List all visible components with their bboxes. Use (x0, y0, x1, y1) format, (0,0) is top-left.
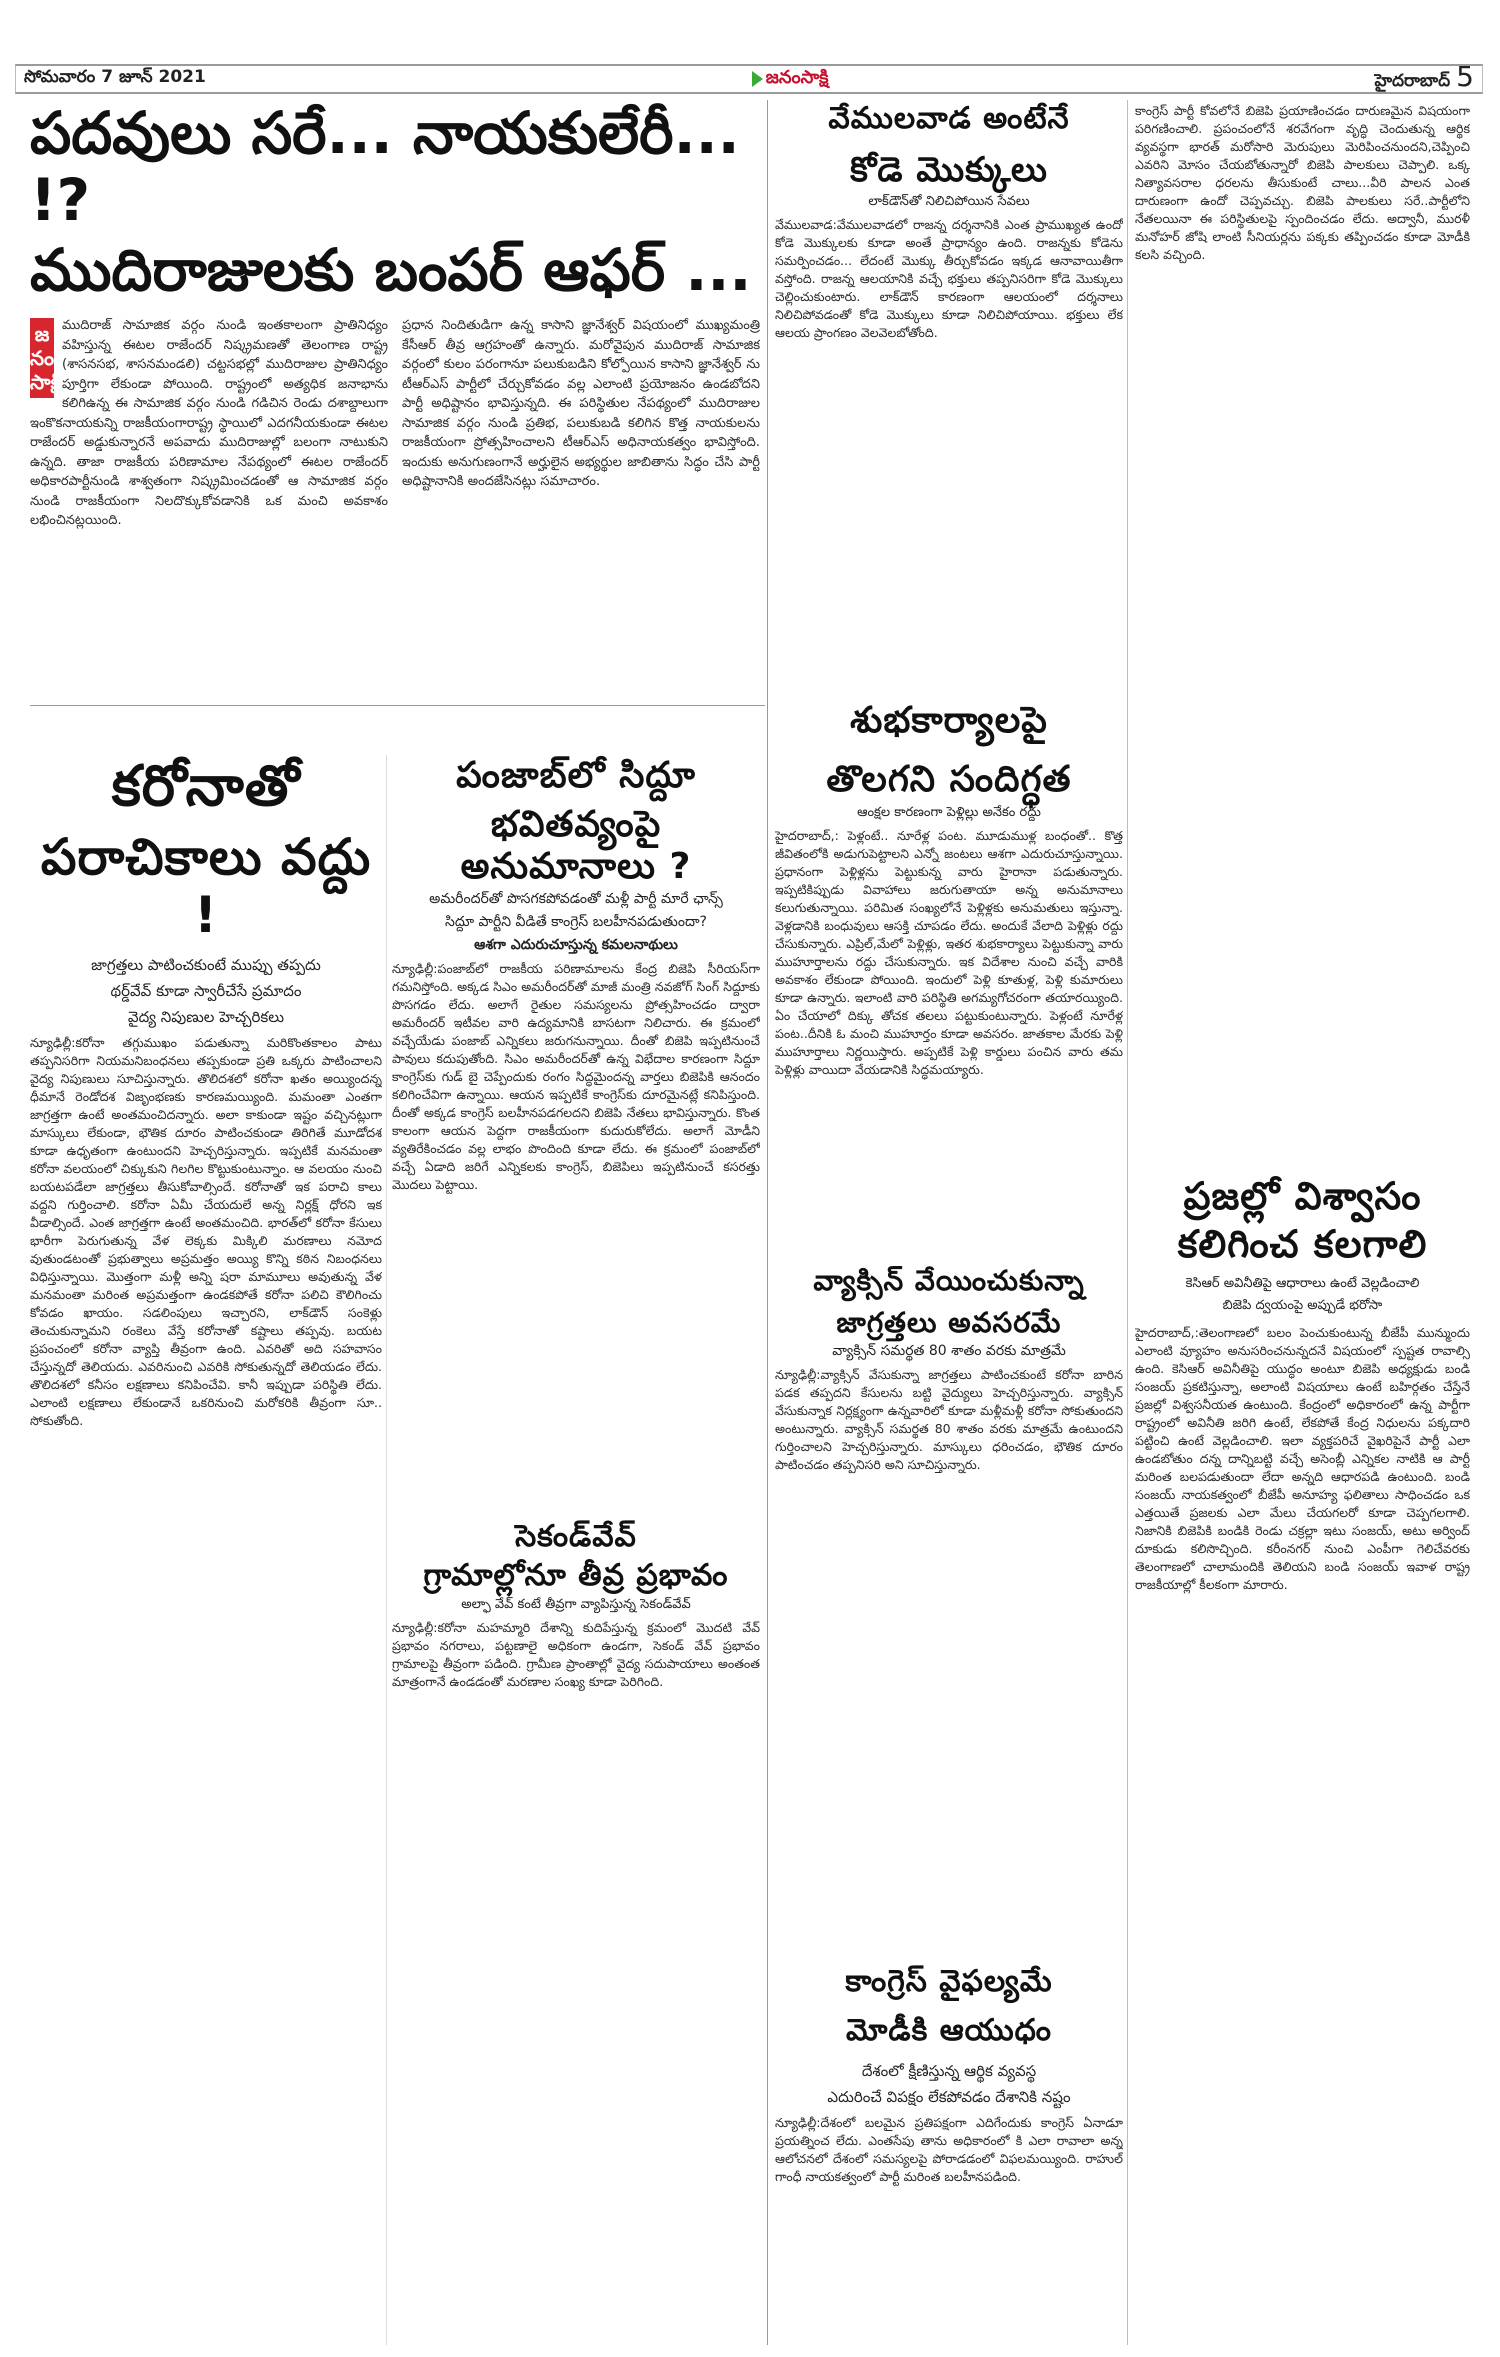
congress-headline-2: మోడీకి ఆయుధం (846, 2012, 1052, 2048)
row-divider (30, 705, 765, 706)
bjp-headline-2: కలిగించ కలగాలి (1177, 1221, 1428, 1266)
congress-subhead: దేశంలో క్షీణిస్తున్న ఆర్థిక వ్యవస్థ (861, 2062, 1037, 2080)
vemulawada-headline-2: కోడె మొక్కులు (850, 149, 1048, 190)
column-divider (1127, 100, 1128, 2345)
secondwave-body (392, 1619, 760, 1691)
secondwave-article (392, 1520, 760, 2345)
corona-subhead: వైద్య నిపుణుల హెచ్చరికలు (127, 1008, 285, 1027)
weddings-body (775, 827, 1123, 1079)
corona-headline-1: కరోనాతో (111, 755, 301, 819)
punjab-subhead: ఆశగా ఎదురుచూస్తున్న కమలనాథులు (474, 937, 678, 954)
congress-body (775, 2114, 1123, 2186)
lead-article (30, 100, 760, 700)
weddings-article (775, 700, 1123, 1260)
lead-paragraph: ప్రధాన నిందితుడిగా ఉన్న కాసాని జ్ఞానేశ్వర్ విషయంలో ముఖ్యమంత్రి కేసీఆర్ తీవ్ర ఆగ్రహంతో ఉన్నారు. మరోవైపున ముదిరాజ్ సామాజిక వర్గంలో కులం పరంగానూ పలుకుబడిని కోల్పోయిన కాసాని జ్ఞానేశ్వర్ ను టీఆర్ఎస్ పార్టీలో చేర్చుకోవడం వల్ల ఎలాంటి ప్రయోజనం ఉండబోదని పార్టీ అధిష్టానం భావిస్తున్నది. ఈ పరిస్థితుల నేపథ్యంలో ముదిరాజుల సామాజిక వర్గం నుండి ప్రతిభ, పలుకుబడి కలిగిన కొత్త నాయకులను రాజకీయంగా ప్రోత్సహించాలని టీఆర్ఎస్ అధినాయకత్వం భావిస్తోంది. ఇందుకు అనుగుణంగానే అర్హులైన అభ్యర్థుల జాబితాను సిద్ధం చేసి పార్టీ అధిష్టానానికి అందజేసినట్లు సమాచారం. (402, 318, 760, 490)
vaccine-article (775, 1265, 1123, 1945)
bjp-subhead: బిజెపి ద్వయంపై అప్పుడే భరోసా (1222, 1298, 1383, 1314)
vaccine-subhead: వ్యాక్సిన్ సమర్థత 80 శాతం వరకు మాత్రమే (832, 1343, 1066, 1360)
congress-paragraph: న్యూఢిల్లీ:దేశంలో బలమైన ప్రతిపక్షంగా ఎదిగేందుకు కాంగ్రెస్ ఏనాడూ ప్రయత్నించ లేదు. ఎంతసేపు తాను అధికారంలో కి ఎలా రావాలా అన్న ఆలోచనలో దేశంలో సమస్యలపై పోరాడడంలో విఫలమయ్యింది. రాహుల్ గాంధీ నాయకత్వంలో పార్టీ మరింత బలహీనపడింది. (775, 2115, 1123, 2184)
corona-subhead: థర్డ్‌వేవ్ కూడా స్వారీచేసే ప్రమాదం (110, 982, 302, 1001)
secondwave-subhead: అల్ఫా వేవ్ కంటే తీవ్రగా వ్యాపిస్తున్న సెకండ్‌వేవ్ (461, 1597, 691, 1612)
vaccine-body (775, 1366, 1123, 1474)
weddings-paragraph: హైదరాబాద్,: పెళ్లంటే.. నూరేళ్ల పంట. మూడుముళ్ల బంధంతో.. కొత్త జీవితంలోకి అడుగుపెట్టాలని ఎన్నో జంటలు ఆశగా ఎదురుచూస్తున్నాయి. ప్రధానంగా పెళ్లిళ్లను పెట్టుకున్న వారు హైరానా పడుతున్నారు. ఇప్పటికిప్పుడు వివాహాలు జరుగుతాయా అన్న అనుమానాలు కలుగుతున్నాయి. పరిమిత సంఖ్యలోనే పెళ్లిళ్లకు అనుమతులు ఇస్తున్నా. వెళ్లడానికి బంధువులు ఆసక్తి చూపడం లేదు. అందుకే వేలాది పెళ్లిళ్లు రద్దు చేసుకున్నారు. ఎప్రిల్,మేలో పెళ్లిళ్లు, ఇతర శుభకార్యాలు పెట్టుకున్నా వారు ముహూర్తాలను రద్దు చేసుకున్నారు. ఇక విదేశాల నుంచి వచ్చే వారికి అవకాశం లేకుండా పోయింది. ఇందులో పెళ్లి కూతుళ్ల, పెళ్లి కుమారులు కూడా ఉన్నారు. ఇలాంటి వారి పరిస్థితి అగమ్యగోచరంగా తయారయ్యింది. ఏం చేయాలో దిక్కు తోచక తలలు పట్టుకుంటున్నారు. పెళ్లంటే నూరేళ్ల పంట..దీనికి ఓ మంచి ముహూర్తం కూడా అవసరం. జాతకాల మేరకు పెళ్లి ముహూర్తాలు నిర్ణయిస్తారు. అప్పటికే పెళ్లి కార్డులు పంచిన వారు తమ పెళ్లిళ్లు వాయిదా వేయడానికి సిద్ధమయ్యారు. (775, 827, 1123, 1077)
continued-body (1135, 102, 1470, 264)
punjab-subhead: అమరీందర్‌తో పొసగకపోవడంతో మళ్లీ పార్టీ మారే ఛాన్స్ (429, 891, 723, 908)
vemulawada-headline-1: వేములవాడ అంటేనే (828, 102, 1070, 136)
secondwave-headline-1: సెకండ్‌వేవ్ (515, 1520, 637, 1554)
vaccine-paragraph: న్యూఢిల్లీ:వ్యాక్సిన్ వేసుకున్నా జాగ్రత్తలు పాటించకుంటే కరోనా బారిన పడక తప్పదని కేసులను బట్టి వైద్యులు హెచ్చరిస్తున్నారు. వ్యాక్సిన్ వేసుకున్నాక నిర్లక్ష్యంగా ఉన్నవారిలో కూడా మళ్లీమళ్లీ కరోనా సోకుతుందని అంటున్నారు. వ్యాక్సిన్ సమర్థత 80 శాతం వరకు మాత్రమే ఉంటుందని గుర్తించాలని హెచ్చరిస్తున్నారు. మాస్కులు ధరించడం, భౌతిక దూరం పాటించడం తప్పనిసరి అని సూచిస్తున్నారు. (775, 1367, 1123, 1473)
congress-headline-1: కాంగ్రెస్ వైఫల్యమే (845, 1965, 1053, 1999)
weddings-headline-2: తొలగని సందిగ్ధత (826, 759, 1072, 801)
weddings-headline-1: శుభకార్యాలపై (850, 700, 1048, 741)
lead-body (30, 316, 760, 700)
weddings-subhead: ఆంక్షల కారణంగా పెళ్లిల్లు అనేకం రద్దు (857, 804, 1041, 820)
corona-subhead: జాగ్రత్తలు పాటించకుంటే ముప్పు తప్పదు (91, 956, 321, 975)
edition-city: హైదరాబాద్ (1374, 71, 1451, 91)
continued-paragraph: కాంగ్రెస్ పార్టీ కోవలోనే బిజెపి ప్రయాణించడం దారుణమైన విషయంగా పరిగణించాలి. ప్రపంచంలోనే శరవేగంగా వృద్ధి చెందుతున్న ఆర్థిక వ్యవస్థగా భారత్ మరోసారి మెరుపులు మెరిపించనుందని,చెప్పించి ఎవరిని మోసం చేయబోతున్నారో బిజెపి పాలకులు చెప్పాలి. ఒక్క నిత్యావసరాల ధరలను తీసుకుంటే చాలు...వీరి పాలన ఎంత దారుణంగా ఉందో చెప్పవచ్చు. బిజెపి పాలకులు సరే..పార్టీలోని నేతలయినా ఈ పరిస్థితులపై స్పందించడం లేదు. అద్వానీ, మురళీ మనోహర్ జోషి లాంటి సీనియర్లను పక్కకు తప్పించడం కూడా మోడీకి కలసి వచ్చింది. (1135, 103, 1470, 262)
punjab-subhead: సిద్దూ పార్టీని వీడితే కాంగ్రెస్ బలహీనపడుతుందా? (445, 914, 707, 931)
punjab-headline-1: పంజాబ్‌లో సిద్దూ (456, 755, 696, 796)
punjab-paragraph: న్యూఢిల్లీ:పంజాబ్‌లో రాజకీయ పరిణామాలను కేంద్ర బిజెపి సీరియస్‌గా గమనిస్తోంది. అక్కడ సిఎం అమరీందర్‌తో మాజీ మంత్రి నవజోగ్ సింగ్ సిద్దూకు పొసగడం లేదు. అలాగే రైతుల సమస్యలను ప్రోత్సహించడం ద్వారా అమరీందర్ ఇటీవల వారి ఉద్యమానికి బాసటగా నిలిచారు. ఈ క్రమంలో వచ్చేయేడు పంజాబ్ ఎన్నికలు జరుగనున్నాయి. దీంతో బిజెపి ఇప్పటినుంచే పావులు కదుపుతోంది. సిఎం అమరీందర్‌తో ఉన్న విభేదాల కారణంగా సిద్దూ కాంగ్రెస్‌కు గుడ్ బై చెప్పేందుకు రంగం సిద్ధమైందన్న వార్తలు బిజెపికి ఆనందం కలిగించేవిగా ఉన్నాయి. ఆయన ఇప్పటికే కాంగ్రెస్‌కు దూరమైనట్లే కనిపిస్తుంది. దీంతో అక్కడ కాంగ్రెస్ బలహీనపడగలదని బిజెపి నేతలు భావిస్తున్నారు. కొంత కాలంగా ఆయన పెద్దగా రాజకీయంగా కుదురుకోలేదు. అలాగే మోడీని వ్యతిరేకించడం వల్ల లాభం పొందింది కూడా లేదు. ఈ క్రమంలో పంజాబ్‌లో వచ్చే ఏడాది జరిగే ఎన్నికలకు కాంగ్రెస్, బిజెపిలు ఇప్పటినుంచే కసరత్తు మొదలు పెట్టాయి. (392, 961, 760, 1193)
congress-subhead: ఎదురించే విపక్షం లేకపోవడం దేశానికి నష్టం (827, 2088, 1071, 2106)
congress-article (775, 1965, 1123, 2345)
corona-article (30, 755, 382, 2345)
vaccine-headline-1: వ్యాక్సిన్ వేయించుకున్నా (813, 1265, 1085, 1297)
punjab-body (392, 960, 760, 1194)
vemulawada-article (775, 102, 1123, 692)
secondwave-headline-2: గ్రామాల్లోనూ తీవ్ర ప్రభావం (423, 1557, 729, 1593)
bjp-article (1135, 1175, 1470, 2345)
issue-date: సోమవారం 7 జూన్ 2021 (24, 67, 206, 87)
vemulawada-paragraph: వేములవాడ:వేములవాడలో రాజన్న దర్శనానికి ఎంత ప్రాముఖ్యత ఉందో కోడె మొక్కులకు కూడా అంతే ప్రాధాన్యం ఉంది. రాజన్నకు కోడెను సమర్పించడం... లేదంటే మొక్కు తీర్చుకోవడం ఇక్కడ ఆనావాయితీగా వస్తోంది. రాజన్న ఆలయానికి వచ్చే భక్తులు తప్పనిసరిగా కోడె మొక్కులు చెల్లించుకుంటారు. లాక్‌డౌన్ కారణంగా ఆలయంలో దర్శనాలు నిలిచిపోవడంతో కోడె మొక్కులు కూడా నిలిచిపోయాయి. భక్తులు లేక ఆలయ ప్రాంగణం వెలవెలబోతోంది. (775, 216, 1123, 340)
corona-body (30, 1034, 382, 1430)
lead-headline-1: పదవులు సరే... నాయకులేరీ... !? (30, 100, 740, 234)
bjp-body (1135, 1324, 1470, 1594)
newspaper-logo (752, 67, 829, 92)
vaccine-headline-2: జాగ్రత్తలు అవసరమే (836, 1306, 1062, 1340)
punjab-article (392, 755, 760, 1480)
secondwave-paragraph: న్యూఢిల్లీ:కరోనా మహమ్మారి దేశాన్ని కుదిపేస్తున్న క్రమంలో మొదటి వేవ్ ప్రభావం నగరాలు, పట్టణాలై అధికంగా ఉండగా, సెకండ్ వేవ్ ప్రభావం గ్రామాలపై తీవ్రంగా పడింది. గ్రామీణ ప్రాంతాల్లో వైద్య సదుపాయాలు అంతంత మాత్రంగానే ఉండడంతో మరణాల సంఖ్య కూడా పెరిగింది. (392, 1620, 760, 1689)
vemulawada-subhead: లాక్‌డౌన్‌తో నిలిచిపోయిన సేవలు (868, 193, 1030, 209)
corona-paragraph: న్యూఢిల్లీ:కరోనా తగ్గుముఖం పడుతున్నా మరికొంతకాలం పాటు తప్పనిసరిగా నియమనిబంధనలు తప్పకుండా ప్రతి ఒక్కరు పాటించాలని వైద్య నిపుణులు సూచిస్తున్నారు. తొలిదశలో కరోనా ఖతం అయ్యిందన్న ధీమానే రెండోదశ విజృంభణకు కారణమయ్యింది. మమంతా ఎంతగా జాగ్రత్తగా ఉంటే అంతమంచిదన్నారు. అలా కాకుండా ఇష్టం వచ్చినట్లుగా మాస్కులు లేకుండా, భౌతిక దూరం పాటించకుండా తిరిగితే మూడోదశ కూడా ఉధృతంగా ఉంటుందని హెచ్చరిస్తున్నారు. ఇప్పటికే మనమంతా కరోనా వలయంలో చిక్కుకుని గిలగిల కొట్టుకుంటున్నాం. ఆ వలయం నుంచి బయటపడేలా జాగ్రత్తలు తీసుకోవాల్సిందే. కరోనాతో ఇక పరాచి కాలు వద్దని గుర్తించాలి. కరోనా ఏమీ చేయదులే అన్న నిర్లక్ష్ ధోరని ఇక వీడాల్సిందే. ఎంత జాగ్రత్తగా ఉంటే అంతమంచిది. భారత్‌లో కరోనా కేసులు భారీగా పెరుగుతున్న వేళ లెక్కకు మిక్కిలి మరణాలు నమోద వుతుండటంతో ప్రభుత్వాలు అప్రమత్తం అయ్యి కొన్ని కఠిన నిబంధనలు విధిస్తున్నాయి. మొత్తంగా మళ్లీ అన్ని షరా మామూలు అవుతున్న వేళ మనమంతా మరింత అప్రమత్తంగా ఉండకపోతే కరోనా పలిచి కౌలిగించు కోవడం ఖాయం. సడలింపులు ఇచ్చారని, లాక్‌డౌన్ సంకెళ్లు తెంచుకున్నామని రంకెలు వేస్తే కరోనాతో కష్టాలు తప్పవు. బయట ప్రపంచంలో కరోనా వ్యాప్తి తీవ్రంగా ఉంది. ఎవరితో అది సహవాసం చేస్తున్నదో తెలియదు. ఎవరినుంచి ఎవరికి సోకుతున్నదో తెలియడం లేదు. తొలిదశలో కనీసం లక్షణాలు కనిపించేవి. కానీ ఇప్పుడా పరిస్థితి లేదు. ఎలాంటి లక్షణాలు లేకుండానే ఒకరినుంచి మరోకరికి తీవ్రంగా సూ.. సోకుతోంది. (30, 1035, 382, 1429)
column-divider (767, 100, 768, 2345)
lead-paragraph: ముదిరాజ్ సామాజిక వర్గం నుండి ఇంతకాలంగా ప్రాతినిధ్యం వహిస్తున్న ఈటల రాజేందర్ నిష్క్రమణతో తెలంగాణ రాష్ట్ర (శాసనసభ, శాసనమండలి) చట్టసభల్లో ముదిరాజుల ప్రాతినిధ్యం పూర్తిగా లేకుండా పోయింది. రాష్ట్రంలో అత్యధిక జనాభాను కలిగిఉన్న ఈ సామాజిక వర్గం నుండి గడిచిన రెండు దశాబ్దాలుగా ఇంకొకనాయకున్ని రాజకీయంగారాష్ట్ర స్థాయిలో ఎదగనీయకుండా ఈటల రాజేందర్ అడ్డుకున్నారనే అపవాదు ముదిరాజుల్లో బలంగా నాటుకుని ఉన్నది. తాజా రాజకీయ పరిణామాల నేపథ్యంలో ఈటల రాజేందర్ అధికారపార్టీనుండి శాశ్వతంగా నిష్క్రమించడంతో ఆ సామాజిక వర్గం నుండి రాజకీయంగా నిలదొక్కుకోవడానికి ఒక మంచి అవకాశం లభించినట్లయింది. (30, 318, 388, 529)
punjab-headline-2: భవితవ్యంపై అనుమానాలు ? (460, 804, 692, 887)
vemulawada-body (775, 216, 1123, 342)
bjp-headline-1: ప్రజల్లో విశ్వాసం (1183, 1175, 1422, 1218)
logo-text: జనంసాక్షి (765, 66, 829, 88)
masthead (15, 60, 1483, 94)
corona-headline-2: పరాచికాలు వద్దు ! (40, 828, 372, 944)
column-divider (386, 755, 387, 2345)
bjp-subhead: కెసిఆర్ అవినీతిపై ఆధారాలు ఉంటే వెల్లడించాలి (1185, 1276, 1420, 1292)
logo-play-icon (752, 71, 763, 87)
lead-headline-2: ముదిరాజులకు బంపర్ ఆఫర్ ... (30, 236, 752, 305)
edition-info (1374, 60, 1474, 95)
continued-article (1135, 102, 1470, 1162)
page-number: 5 (1456, 60, 1474, 93)
jana-sakshi-tag: జనంసాక్షి (30, 318, 54, 398)
bjp-paragraph: హైదరాబాద్,:తెలంగాణలో బలం పెంచుకుంటున్న బీజేపీ మున్ముందు ఎలాంటి వ్యూహం అనుసరించనున్నదనే విషయంలో స్పష్టత రావాల్సి ఉంది. కెసిఆర్ అవినీతిపై యుద్ధం అంటూ బిజెపి అధ్యక్షుడు బండి సంజయ్ ప్రకటిస్తున్నా, అలాంటి విషయాలు ఉంటే బహిర్గతం చేస్తేనే ప్రజల్లో విశ్వసనీయత ఉంటుంది. కేంద్రంలో అధికారంలో ఉన్న పార్టీగా రాష్ట్రంలో అవినీతి జరిగి ఉంటే, లేకపోతే కేంద్ర నిధులను పక్కదారి పట్టించి ఉంటే వెల్లడించాలి. ఇలా వ్యక్తపరిచే వైఖరిపైనే పార్టీ ఎలా ఉండబోతుం దన్న దాన్నిబట్టి వచ్చే అసెంబ్లీ ఎన్నికల నాటికి ఆ పార్టీ మరింత బలపడుతుందా లేదా అన్నది ఆధారపడి ఉంటుంది. బండి సంజయ్ నాయకత్వంలో బీజేపీ అనూహ్య ఫలితాలు సాధించడం ఒక ఎత్తయితే ప్రజలకు ఎలా మేలు చేయగలరో కూడా చెప్పగలగాలి. నిజానికి బిజెపికి బండికి రెండు చక్రల్లా ఇటు సంజయ్, అటు అర్వింద్ దూకుడు కలిసొచ్చింది. కరీంనగర్ నుంచి ఎంపీగా గెలిచేవరకు తెలంగాణలో చాలామందికి తెలియని బండి సంజయ్ ఇవాళ రాష్ట్ర రాజకీయాల్లో కీలకంగా మారారు. (1135, 1325, 1470, 1593)
